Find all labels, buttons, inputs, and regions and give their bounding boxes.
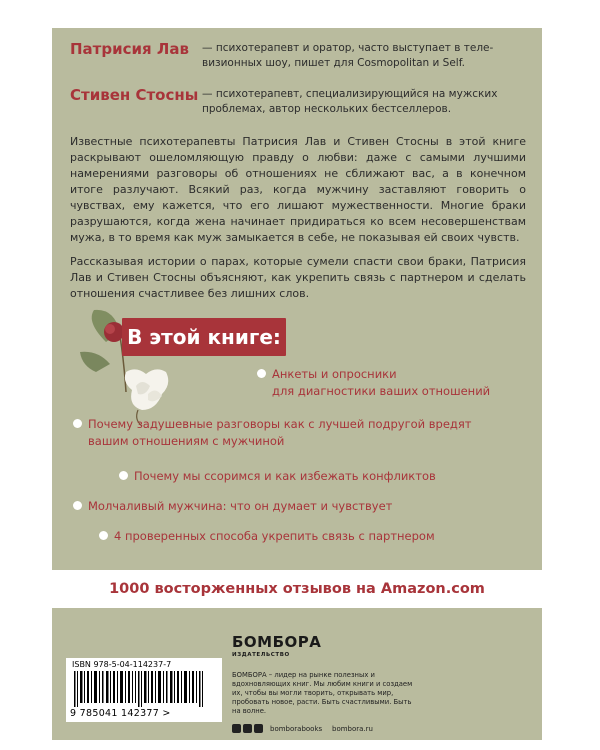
- description-paragraph: Известные психотерапевты Патрисия Лав и Стивен Стосны в этой книге раскрывают ошеломляющую правду о любви: даже с самыми лучшими намерениями разговоры об отношениях не сближают вас, а в конечном итоге разлучают. Всякий раз, когда мужчину заставляют говорить о чувствах, ему кажется, что его лишают мужественности. Многие браки разрушаются, когда жена начинает придираться ко всем несовершенствам мужа, в то время как муж замыкается в себе, не показывая ей своих чувств.: [70, 135, 526, 244]
- bullet-text: Молчаливый мужчина: что он думает и чувствует: [88, 499, 393, 513]
- bullet-item: [88, 498, 508, 515]
- author-description: [202, 41, 536, 71]
- social-handle: bomborabooks: [270, 725, 323, 733]
- bullet-text: для диагностики ваших отношений: [272, 384, 491, 398]
- bullet-item: [114, 528, 514, 545]
- book-back-cover: [52, 28, 542, 740]
- bullet-text: Почему мы ссоримся и как избежать конфликтов: [134, 469, 436, 483]
- in-this-book-banner: В этой книге:: [122, 318, 286, 356]
- author-description-line: проблемах, автор нескольких бестселлеров.: [202, 103, 452, 115]
- publisher-description: БОМБОРА – лидер на рынке полезных и вдохновляющих книг. Мы любим книги и создаем их, чтобы вы могли творить, открывать мир, пробовать новое, расти. Быть счастливыми. Быть на волне.: [232, 671, 413, 715]
- social-icons: [232, 724, 263, 733]
- facebook-icon: [232, 724, 241, 733]
- barcode-icon: [72, 671, 218, 707]
- vk-icon: [243, 724, 252, 733]
- reviews-bar: [52, 570, 542, 608]
- bullet-dot-icon: [99, 531, 108, 540]
- author-description-line: — психотерапевт и оратор, часто выступает в теле-: [202, 42, 494, 54]
- isbn-label: ISBN 978-5-04-114237-7: [72, 660, 172, 669]
- bullet-item: [272, 366, 532, 400]
- bullet-text: Почему задушевные разговоры как с лучшей подругой вредят: [88, 417, 472, 431]
- bullet-item: [134, 468, 514, 485]
- bullet-dot-icon: [73, 419, 82, 428]
- isbn-number: 9 785041 142377 >: [70, 708, 171, 719]
- author-name: Патрисия Лав: [70, 40, 189, 58]
- isbn-barcode-box: [66, 658, 222, 722]
- bullet-dot-icon: [73, 501, 82, 510]
- bullet-dot-icon: [119, 471, 128, 480]
- bullet-text: 4 проверенных способа укрепить связь с партнером: [114, 529, 435, 543]
- instagram-icon: [254, 724, 263, 733]
- publisher-logo: БОМБОРА: [232, 633, 322, 651]
- publisher-subtitle: ИЗДАТЕЛЬСТВО: [232, 652, 290, 658]
- author-description-line: — психотерапевт, специализирующийся на мужских: [202, 88, 498, 100]
- publisher-site: bombora.ru: [332, 725, 373, 733]
- bullet-item: [88, 416, 528, 450]
- description-paragraph: Рассказывая истории о парах, которые сумели спасти свои браки, Патрисия Лав и Стивен Стосны объясняют, как укрепить связь с партнером и сделать отношения счастливее без лишних слов.: [70, 255, 526, 300]
- author-description-line: визионных шоу, пишет для Cosmopolitan и Self.: [202, 57, 465, 69]
- bullet-dot-icon: [257, 369, 266, 378]
- author-description: [202, 87, 536, 117]
- bullet-text: Анкеты и опросники: [272, 367, 397, 381]
- author-name: Стивен Стосны: [70, 86, 199, 104]
- bullet-text: вашим отношениям с мужчиной: [88, 434, 285, 448]
- reviews-text: 1000 восторженных отзывов на Amazon.com: [109, 581, 485, 597]
